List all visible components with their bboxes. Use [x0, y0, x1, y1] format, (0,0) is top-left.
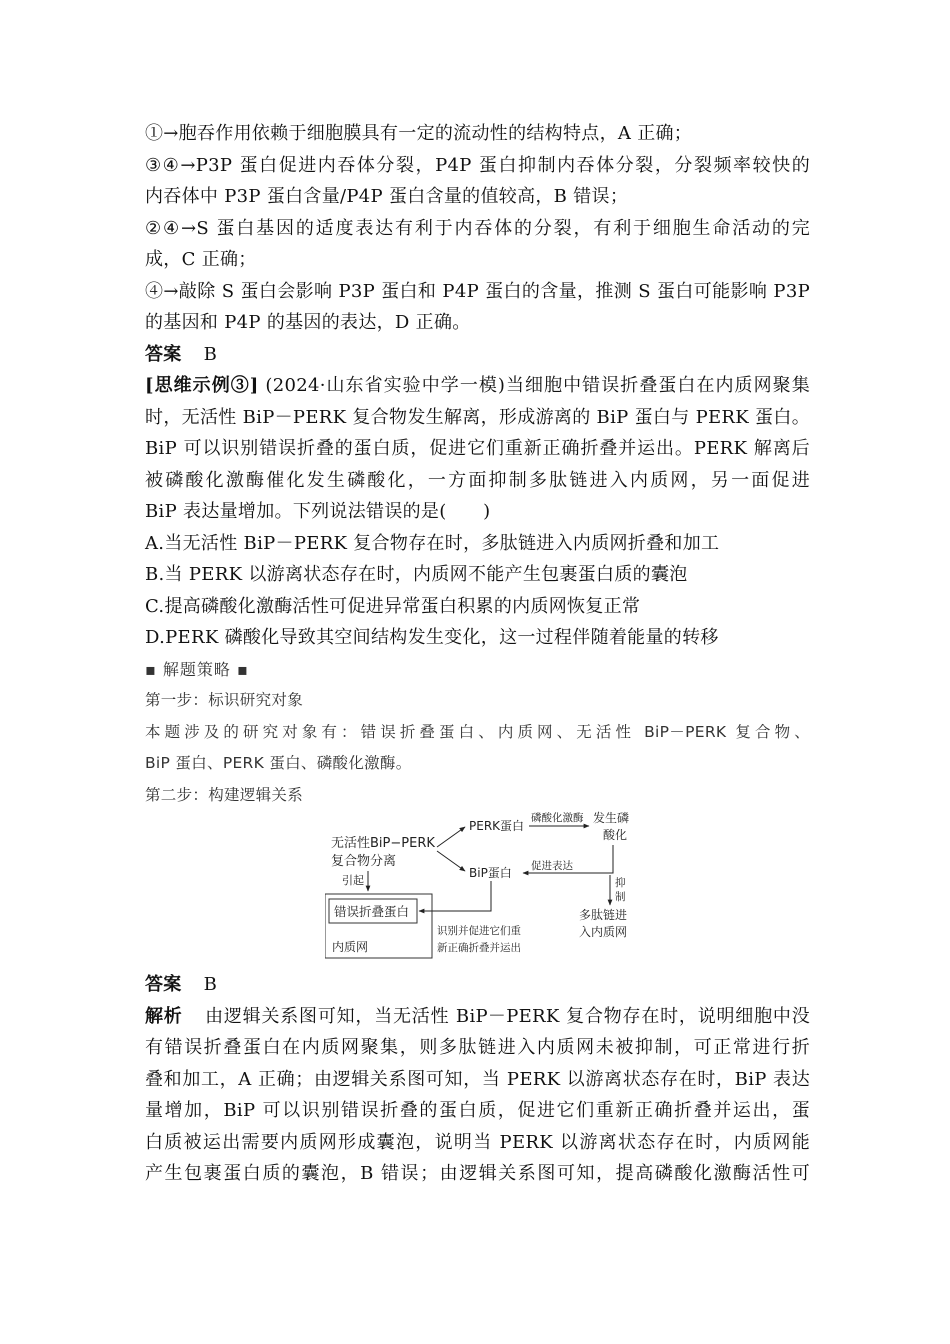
logic-diagram: [325, 811, 645, 961]
question-line: BiP 可以识别错误折叠的蛋白质，促进它们重新正确折叠并运出。PERK 解离后: [145, 438, 810, 459]
answer-value: B: [203, 974, 218, 995]
text-line: ④→敲除 S 蛋白会影响 P3P 蛋白和 P4P 蛋白的含量，推测 S 蛋白可能影响 P3P: [145, 280, 810, 302]
answer-label: 答案: [145, 974, 182, 995]
phosphorylation-label-line1: 发生磷: [593, 811, 630, 825]
bip-protein-label: BiP蛋白: [469, 866, 512, 880]
to-bip-arrow: [437, 851, 465, 871]
complex-label-line1: 无活性BiP−PERK: [331, 836, 435, 851]
analysis-line: 量增加，BiP 可以识别错误折叠的蛋白质，促进它们重新正确折叠并运出，蛋: [145, 1100, 810, 1121]
text-line: 成，C 正确；: [145, 249, 257, 270]
analysis-line: 有错误折叠蛋白在内质网聚集，则多肽链进入内质网未被抑制，可正常进行折: [145, 1037, 810, 1058]
analysis-label: 解析: [145, 1005, 183, 1027]
previous-explanation: [145, 118, 810, 339]
strategy-step-1: 第一步：标识研究对象: [145, 691, 304, 709]
strategy-step-1-text: 本题涉及的研究对象有：错误折叠蛋白、内质网、无活性 BiP－PERK 复合物、: [145, 722, 810, 741]
option-b: B.当 PERK 以游离状态存在时，内质网不能产生包裹蛋白质的囊泡: [145, 564, 688, 585]
question-tag: [思维示例③]: [145, 375, 259, 396]
trigger-label: 引起: [342, 874, 364, 887]
phosphorylation-label-line2: 酸化: [603, 828, 628, 842]
text-line: 的基因和 P4P 的基因的表达，D 正确。: [145, 312, 471, 333]
inhibit-label-line1: 抑: [615, 877, 626, 889]
answer-value: B: [203, 343, 218, 365]
inhibit-label-line2: 制: [615, 891, 626, 903]
recognize-label-line1: 识别并促进它们重: [437, 925, 521, 937]
analysis-line: 解析 由逻辑关系图可知，当无活性 BiP－PERK 复合物存在时，说明细胞中没: [145, 1005, 810, 1027]
option-a: A.当无活性 BiP－PERK 复合物存在时，多肽链进入内质网折叠和加工: [145, 532, 720, 554]
text-line: ①→胞吞作用依赖于细胞膜具有一定的流动性的结构特点，A 正确；: [145, 123, 693, 144]
perk-protein-label: PERK蛋白: [469, 819, 525, 833]
question-line: BiP 表达量增加。下列说法错误的是( ): [145, 501, 491, 522]
strategy-title: ▪ 解题策略 ▪: [145, 659, 249, 679]
question-line: 被磷酸化激酶催化发生磷酸化，一方面抑制多肽链进入内质网，另一面促进: [145, 469, 810, 491]
analysis-line: 白质被运出需要内质网形成囊泡，说明当 PERK 以游离状态存在时，内质网能: [145, 1131, 810, 1153]
strategy-step-1-text: BiP 蛋白、PERK 蛋白、磷酸化激酶。: [145, 754, 412, 772]
recognize-label-line2: 新正确折叠并运出: [437, 942, 521, 954]
option-d: D.PERK 磷酸化导致其空间结构发生变化，这一过程伴随着能量的转移: [145, 627, 719, 648]
strategy-step-2: 第二步：构建逻辑关系: [145, 785, 304, 804]
analysis-block: [145, 1001, 810, 1190]
question-line: [思维示例③] (2024·山东省实验中学一模)当细胞中错误折叠蛋白在内质网聚集: [145, 375, 810, 396]
to-perk-arrow: [437, 827, 465, 847]
peptide-label-line1: 多肽链进: [579, 908, 628, 922]
analysis-line: 产生包裹蛋白质的囊泡，B 错误；由逻辑关系图可知，提高磷酸化激酶活性可: [145, 1163, 810, 1184]
question-block: [145, 370, 810, 528]
option-c: C.提高磷酸化激酶活性可促进异常蛋白积累的内质网恢复正常: [145, 595, 641, 617]
peptide-label-line2: 入内质网: [579, 925, 628, 939]
complex-label-line2: 复合物分离: [331, 854, 397, 869]
analysis-line: 叠和加工，A 正确；由逻辑关系图可知，当 PERK 以游离状态存在时，BiP 表达: [145, 1068, 810, 1090]
er-label: 内质网: [332, 940, 369, 954]
strategy-block: [145, 654, 810, 812]
option-list: [145, 528, 810, 654]
text-line: ②④→S 蛋白基因的适度表达有利于内吞体的分裂，有利于细胞生命活动的完: [145, 217, 810, 239]
answer-label: 答案: [145, 343, 182, 365]
answer-line: [145, 969, 810, 1001]
question-line: 时，无活性 BiP－PERK 复合物发生解离，形成游离的 BiP 蛋白与 PERK 蛋白。: [145, 406, 810, 428]
logic-diagram-svg: [325, 811, 645, 961]
text-line: ③④→P3P 蛋白促进内吞体分裂，P4P 蛋白抑制内吞体分裂，分裂频率较快的: [145, 154, 810, 176]
misfolded-protein-label: 错误折叠蛋白: [334, 904, 410, 919]
document-content: [145, 118, 810, 1190]
recognize-arrow: [419, 881, 491, 911]
answer-line: [145, 339, 810, 371]
promote-expression-label: 促进表达: [531, 860, 573, 872]
kinase-label: 磷酸化激酶: [531, 812, 584, 824]
text-line: 内吞体中 P3P 蛋白含量/P4P 蛋白含量的值较高，B 错误；: [145, 186, 629, 207]
